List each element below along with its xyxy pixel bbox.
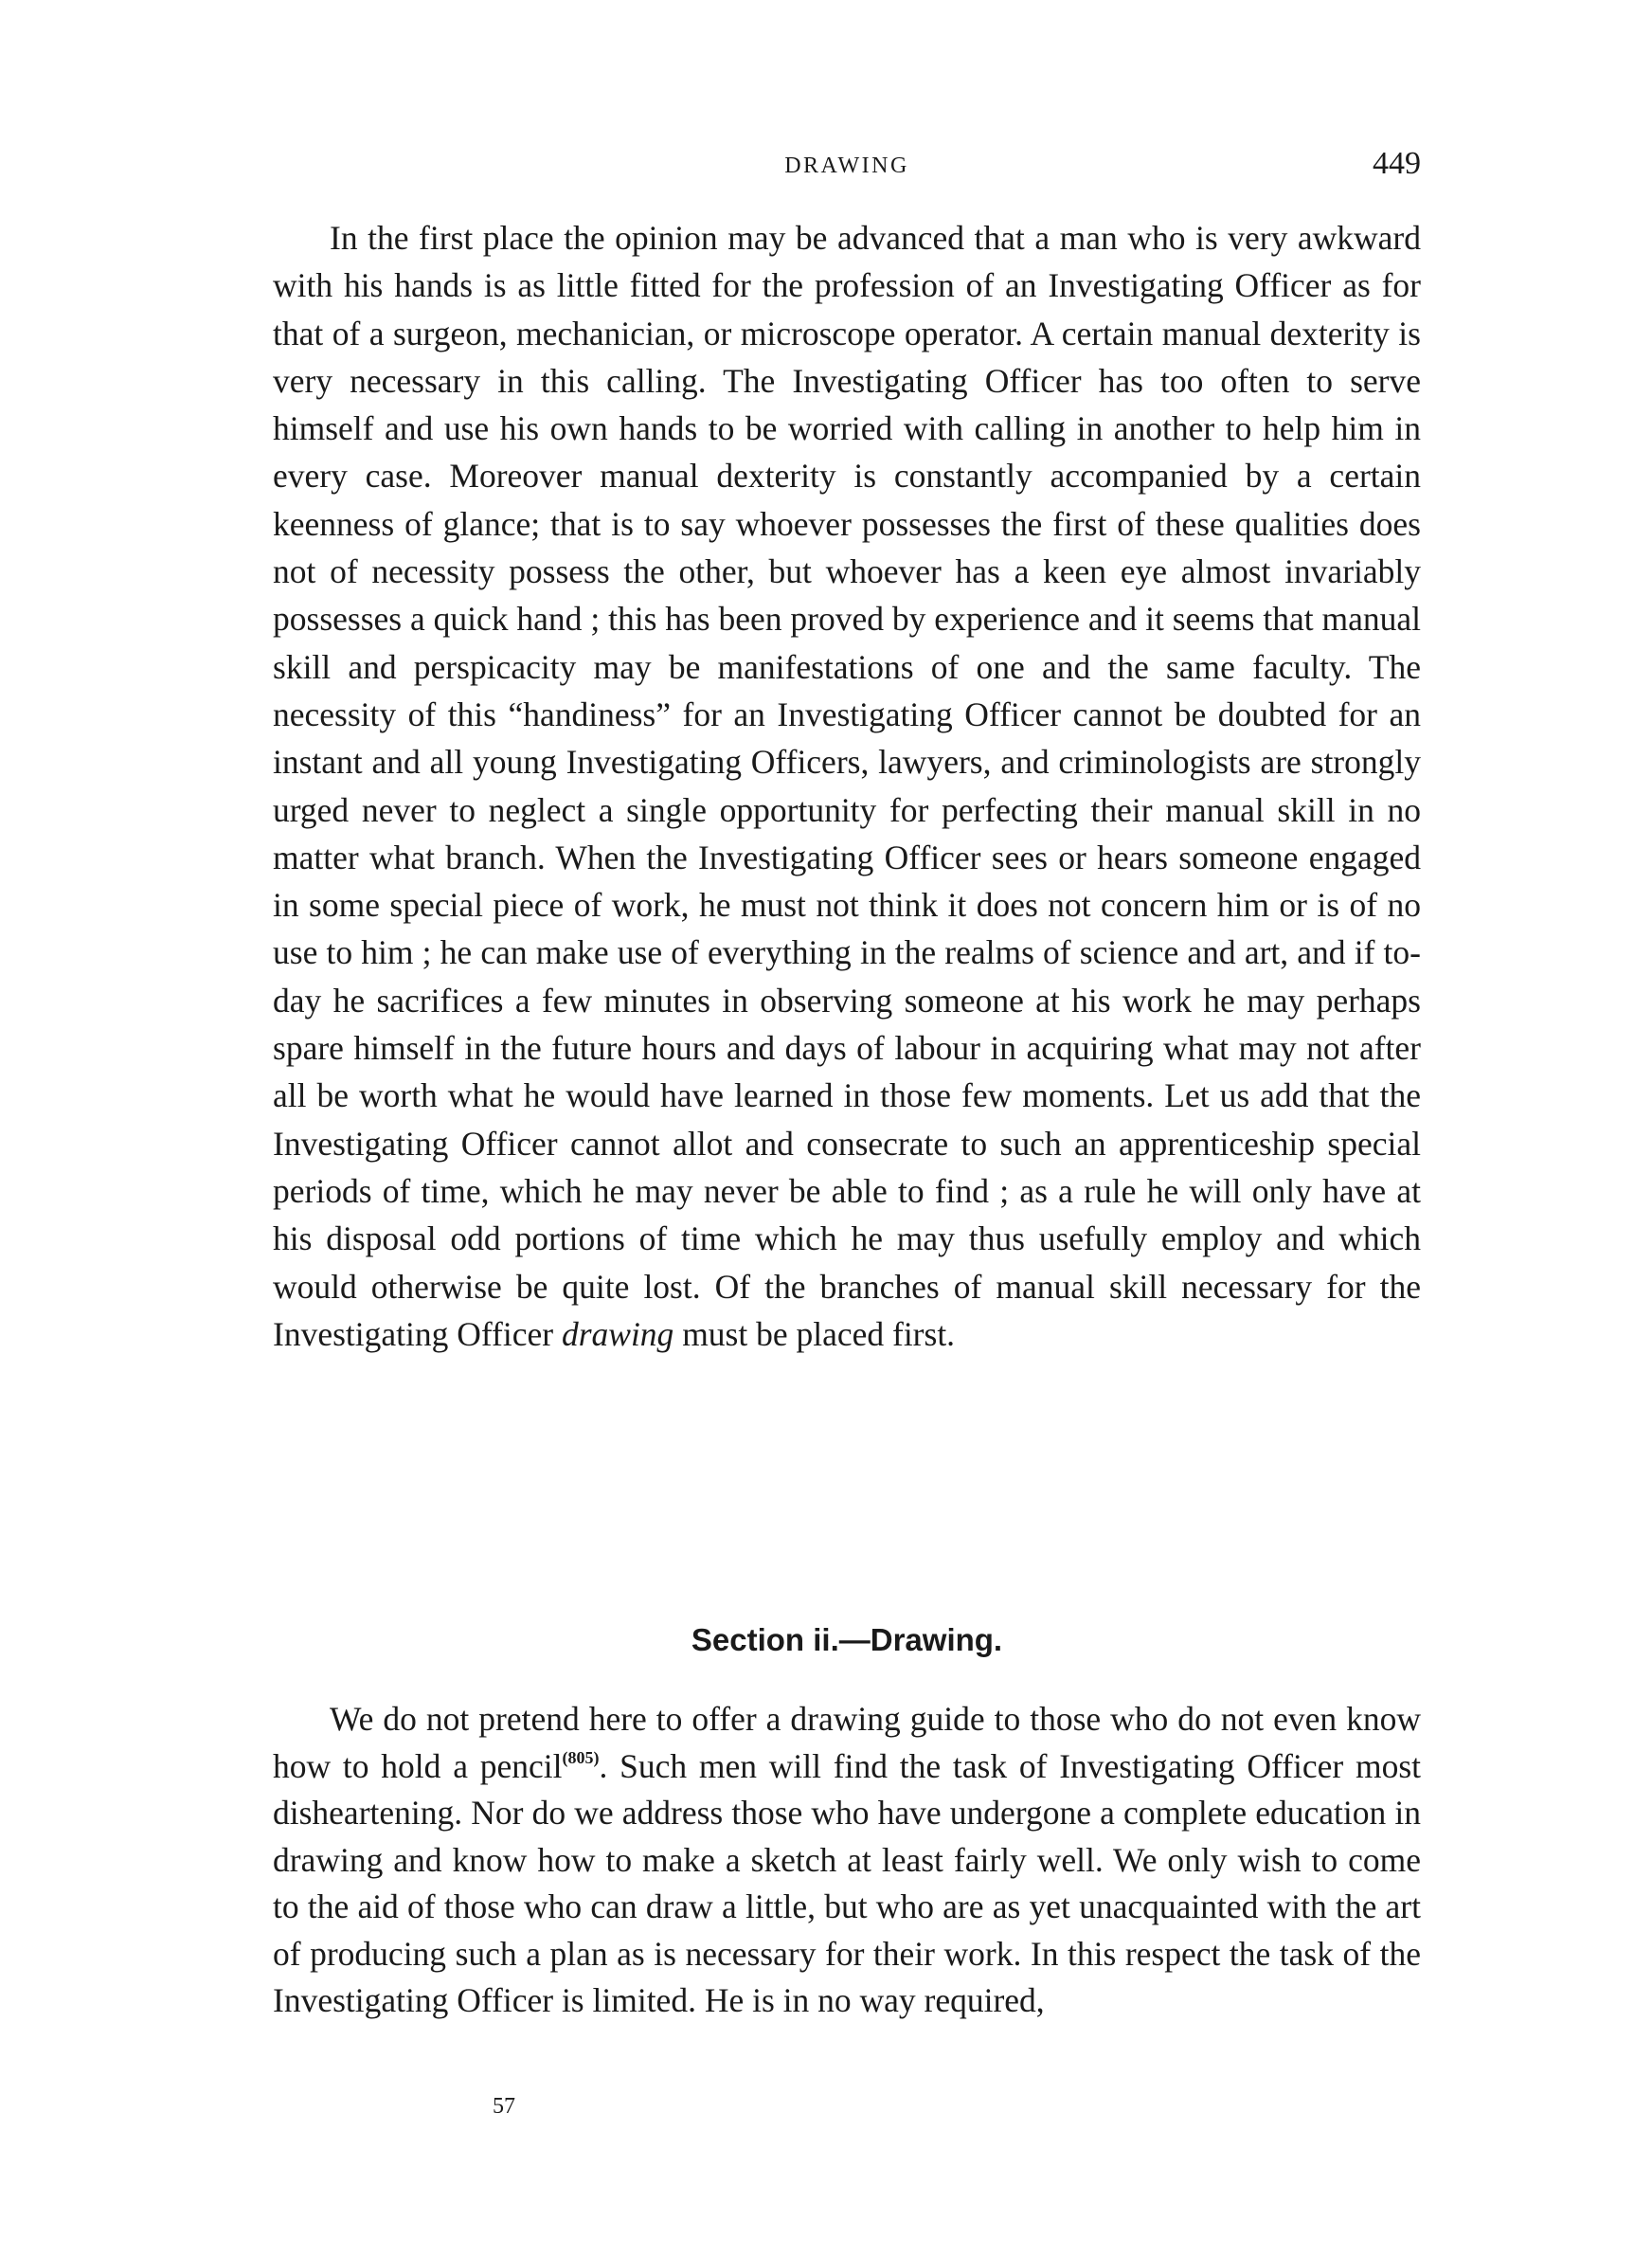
paragraph-2-text-after-note: . Such men will find the task of Investigating Officer most disheartening. Nor do we address those who have undergone a complete education in drawing and know how to make a sketch at least fairly well. We only wish to come to the aid of those who can draw a little, but who are as yet unacquainted with the art of producing such a plan as is necessary for their work. In this respect the task of the Investigating Officer is limited. He is in no way required,: [273, 1746, 1421, 2019]
body-text-block-1: [273, 214, 1421, 1358]
body-text-block-2: [273, 1696, 1421, 2025]
paragraph-2: [273, 1696, 1421, 2025]
paragraph-1: [273, 214, 1421, 1358]
printer-signature: 57: [493, 2094, 515, 2119]
running-head: [273, 146, 1421, 190]
footnote-reference: (805): [562, 1747, 600, 1767]
running-title: DRAWING: [784, 153, 909, 178]
section-heading: Section ii.—Drawing.: [691, 1622, 1003, 1657]
page-number: 449: [1373, 146, 1421, 181]
paragraph-1-text: In the first place the opinion may be advanced that a man who is very awkward with his hands is as little fitted for the profession of an Investigating Officer as for that of a surgeon, mechanician, or microscope operator. A certain manual dexterity is very necessary in this calling. The Investigating Officer has too often to serve himself and use his own hands to be worried with calling in another to help him in every case. Moreover manual dexterity is constantly accompanied by a certain keenness of glance; that is to say whoever possesses the first of these qualities does not of necessity possess the other, but whoever has a keen eye almost invariably possesses a quick hand ; this has been proved by experience and it seems that manual skill and perspicacity may be manifestations of one and the same faculty. The necessity of this “handiness” for an Investigating Officer cannot be doubted for an instant and all young Investigating Officers, lawyers, and criminologists are strongly urged never to neglect a single opportunity for perfecting their manual skill in no matter what branch. When the Investigating Officer sees or hears someone engaged in some special piece of work, he must not think it does not concern him or is of no use to him ; he can make use of everything in the realms of science and art, and if to-day he sacrifices a few minutes in observing someone at his work he may perhaps spare himself in the future hours and days of labour in acquiring what may not after all be worth what he would have learned in those few moments. Let us add that the Investigating Officer cannot allot and consecrate to such an apprenticeship special periods of time, which he may never be able to find ; as a rule he will only have at his disposal odd portions of time which he may thus usefully employ and which would otherwise be quite lost. Of the branches of manual skill necessary for the Investigating Officer: [273, 219, 1421, 1353]
paragraph-1-ending: must be placed first.: [682, 1314, 956, 1353]
emphasis-drawing: drawing: [561, 1314, 674, 1353]
paragraph-2-text-before-note: We do not pretend here to offer a drawing guide to those who do not even know how to hold a pencil: [273, 1700, 1421, 1785]
